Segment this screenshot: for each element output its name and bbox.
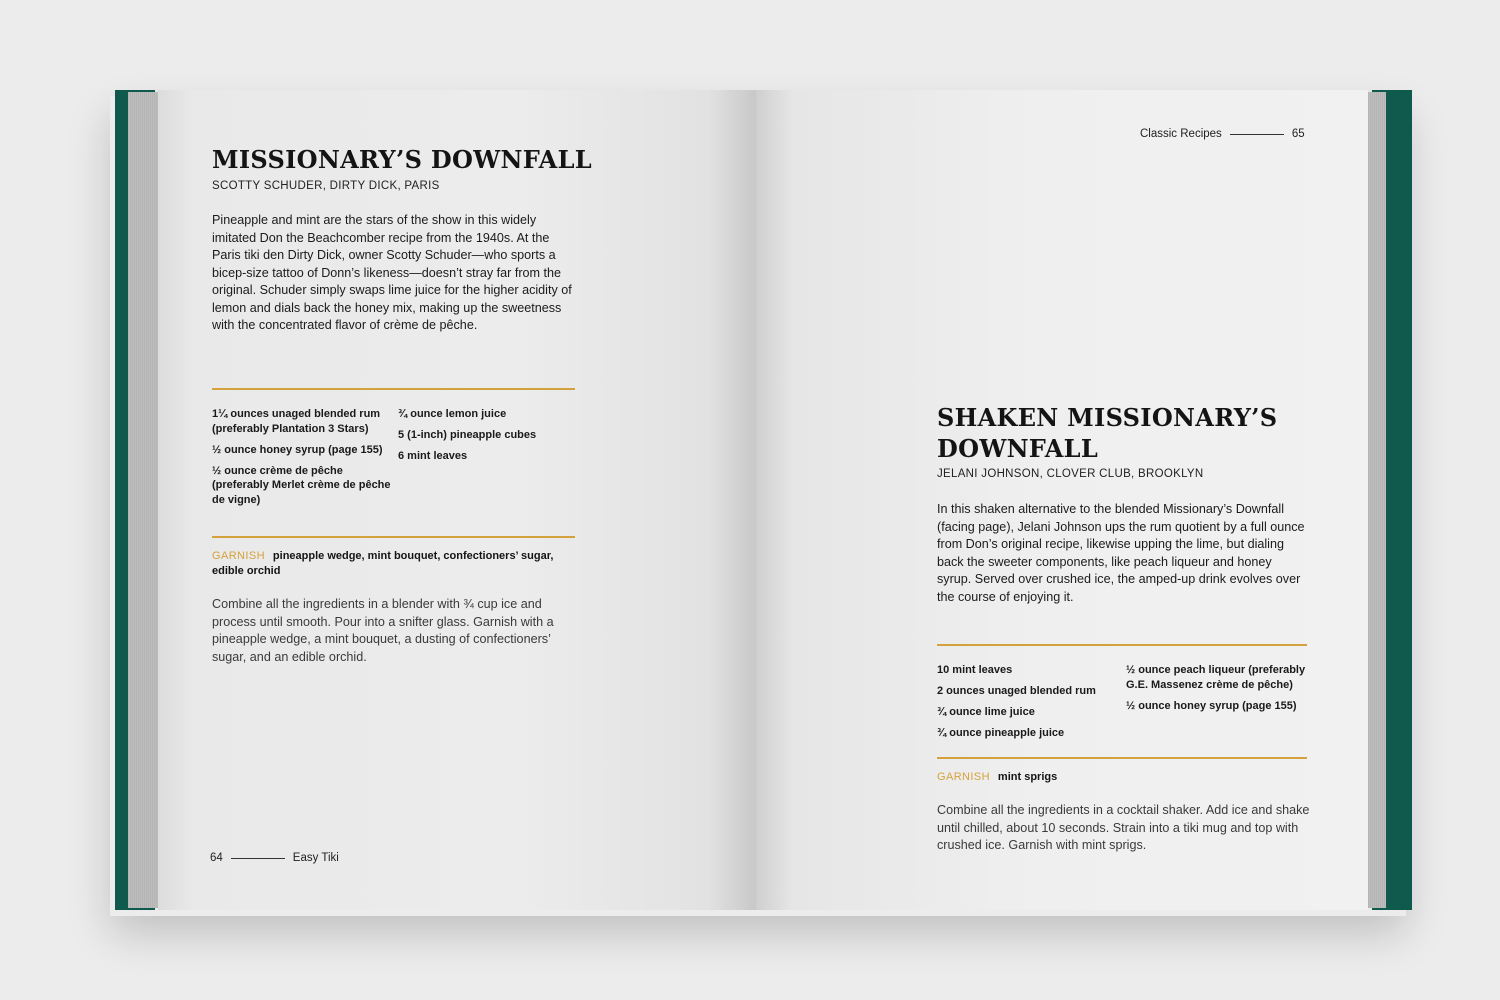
page-footer (210, 852, 339, 864)
ingredient-item: 5 (1-inch) pineapple cubes (398, 429, 537, 441)
recipe-title-line-2: DOWNFALL (937, 434, 1099, 463)
divider-top (937, 644, 1307, 646)
recipe-credit: SCOTTY SCHUDER, DIRTY DICK, PARIS (212, 180, 440, 192)
recipe-title (937, 402, 1337, 464)
divider-bottom (212, 536, 575, 538)
ingredients-column-1 (212, 407, 392, 514)
ingredients-column-1 (937, 663, 1121, 747)
ingredient-item: ½ ounce peach liqueur (preferably G.E. Massenez crème de pêche) (1126, 664, 1306, 691)
garnish-line (937, 770, 1307, 785)
page-edges-left (128, 92, 162, 908)
ingredients-column-2 (1126, 663, 1306, 720)
garnish-label: GARNISH (937, 771, 990, 783)
ingredient-item: 2 ounces unaged blended rum (937, 685, 1096, 697)
recipe-title-line-1: SHAKEN MISSIONARY’S (937, 403, 1278, 432)
page-header (1140, 128, 1305, 140)
recipe-method: Combine all the ingredients in a blender with ¾ cup ice and process until smooth. Pour into a snifter glass. Garnish with a pineapple wedge, a mint bouquet, a dusting of confectioners’ sugar, and an edible orchid. (212, 597, 554, 664)
ingredients-column-2 (398, 407, 574, 470)
recipe-intro: Pineapple and mint are the stars of the show in this widely imitated Don the Beachcomber recipe from the 1940s. At the Paris tiki den Dirty Dick, owner Scotty Schuder—who sports a bicep-size tattoo of Donn’s likeness—doesn’t stray far from the original. Schuder simply swaps lime juice for the higher acidity of lemon and dials back the honey mix, making up the sweetness with the concentrated flavor of crème de pêche. (212, 213, 572, 332)
garnish-line (212, 549, 578, 579)
ingredient-item: 6 mint leaves (398, 450, 468, 462)
garnish-label: GARNISH (212, 550, 265, 562)
left-page (158, 90, 756, 910)
ingredient-item: 10 mint leaves (937, 664, 1013, 676)
header-rule (1230, 134, 1284, 135)
garnish-text: pineapple wedge, mint bouquet, confectioners’ sugar, edible orchid (212, 550, 554, 577)
recipe-method: Combine all the ingredients in a cocktail shaker. Add ice and shake until chilled, about 10 seconds. Strain into a tiki mug and top with crushed ice. Garnish with mint sprigs. (937, 803, 1310, 852)
ingredient-item: 1¼ ounces unaged blended rum (preferably Plantation 3 Stars) (212, 408, 381, 435)
ingredient-item: ½ ounce crème de pêche (preferably Merlet crème de pêche de vigne) (212, 464, 391, 506)
recipe-credit: JELANI JOHNSON, CLOVER CLUB, BROOKLYN (937, 468, 1204, 480)
recipe-title: MISSIONARY’S DOWNFALL (212, 145, 592, 174)
divider-bottom (937, 757, 1307, 759)
ingredient-item: ¾ ounce lime juice (937, 706, 1035, 718)
divider-top (212, 388, 575, 390)
section-title: Classic Recipes (1140, 128, 1222, 140)
running-title: Easy Tiki (292, 852, 339, 864)
ingredient-item: ¾ ounce lemon juice (398, 408, 507, 420)
garnish-text: mint sprigs (997, 771, 1058, 783)
page-number: 65 (1291, 128, 1305, 140)
recipe-intro: In this shaken alternative to the blended Missionary’s Downfall (facing page), Jelani Johnson ups the rum quotient by a full ounce from Don’s original recipe, likewise upping the lime, but dialing back the sweeter components, like peach liqueur and honey syrup. Served over crushed ice, the amped-up drink evolves over the course of enjoying it. (937, 502, 1305, 604)
right-page (756, 90, 1368, 910)
ingredient-item: ½ ounce honey syrup (page 155) (1126, 699, 1297, 712)
page-number: 64 (210, 852, 223, 864)
footer-rule (231, 858, 285, 859)
ingredient-item: ¾ ounce pineapple juice (937, 727, 1065, 739)
ingredient-item: ½ ounce honey syrup (page 155) (212, 443, 383, 456)
